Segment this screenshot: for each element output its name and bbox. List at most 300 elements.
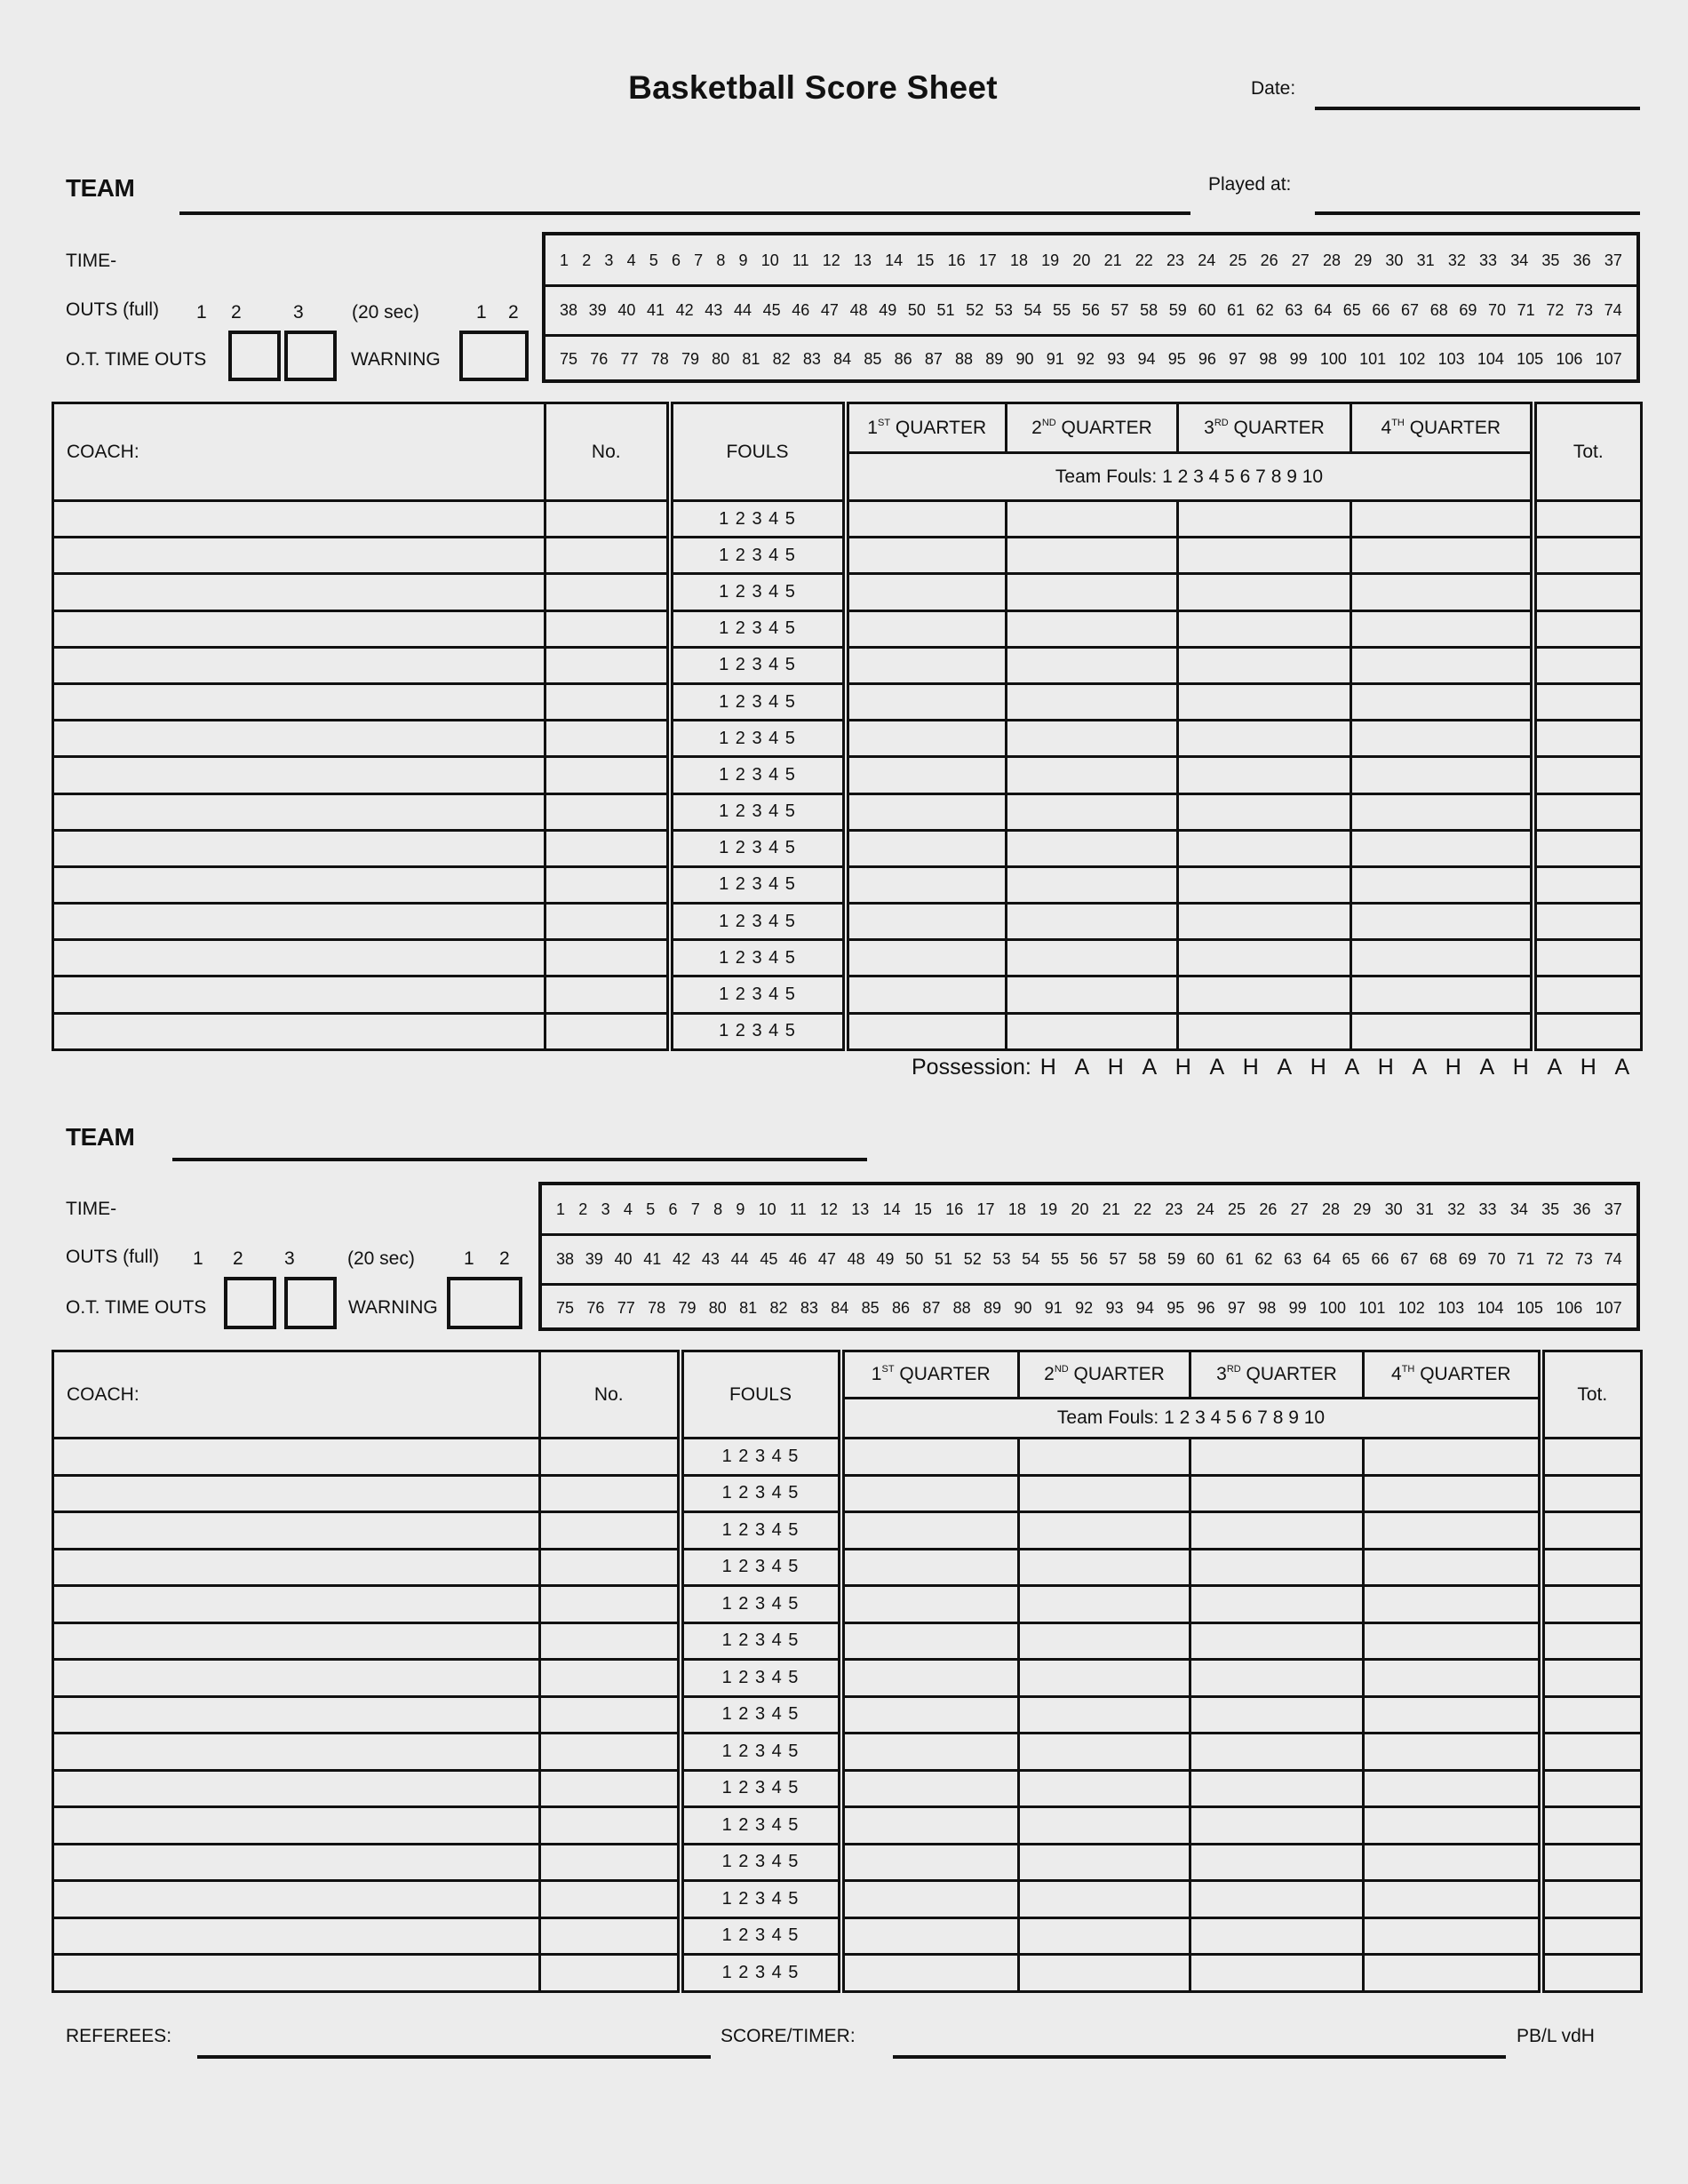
team-2-quarter-3-score-cell[interactable] xyxy=(1190,1475,1364,1512)
team-1-player-name-cell[interactable] xyxy=(53,574,545,610)
team-2-quarter-2-score-cell[interactable] xyxy=(1019,1770,1190,1807)
team-1-quarter-3-score-cell[interactable] xyxy=(1178,538,1351,574)
team-2-quarter-2-score-cell[interactable] xyxy=(1019,1881,1190,1918)
table-row xyxy=(53,1955,1642,1992)
team-1-total-score-cell[interactable] xyxy=(1533,976,1642,1013)
team-2-quarter-2-score-cell[interactable] xyxy=(1019,1622,1190,1660)
team-1-player-name-cell[interactable] xyxy=(53,757,545,793)
team-2-quarter-1-score-cell[interactable] xyxy=(841,1917,1019,1955)
team-1-total-score-cell[interactable] xyxy=(1533,501,1642,538)
team-1-quarter-4-score-cell[interactable] xyxy=(1351,501,1533,538)
team-2-total-score-cell[interactable] xyxy=(1541,1475,1642,1512)
team-1-player-fouls-cell[interactable]: 1 2 3 4 5 xyxy=(670,501,846,538)
team-2-quarter-4-score-cell[interactable] xyxy=(1364,1475,1541,1512)
team-1-player-number-cell[interactable] xyxy=(545,574,670,610)
referees-label: REFEREES: xyxy=(66,2026,172,2046)
table-row xyxy=(53,1439,1642,1476)
team-1-quarter-2-score-cell[interactable] xyxy=(1007,501,1178,538)
team-1-quarter-2-score-cell[interactable] xyxy=(1007,538,1178,574)
team-1-player-fouls-cell[interactable]: 1 2 3 4 5 xyxy=(670,610,846,647)
team-2-quarter-1-score-cell[interactable] xyxy=(841,1955,1019,1992)
team-1-quarter-3-score-cell[interactable] xyxy=(1178,830,1351,866)
team-1-fouls-header: FOULS xyxy=(670,403,846,501)
team-1-quarter-2-score-cell[interactable] xyxy=(1007,830,1178,866)
team-2-quarter-1-score-cell[interactable] xyxy=(841,1622,1019,1660)
team-2-outs-full-2: 2 xyxy=(233,1248,243,1269)
team-1-quarter-1-score-cell[interactable] xyxy=(846,647,1007,683)
team-1-player-number-cell[interactable] xyxy=(545,683,670,720)
team-2-total-score-cell[interactable] xyxy=(1541,1660,1642,1697)
team-1-quarter-4-score-cell[interactable] xyxy=(1351,683,1533,720)
team-1-quarter-3-score-cell[interactable] xyxy=(1178,647,1351,683)
team-1-quarter-4-score-cell[interactable] xyxy=(1351,904,1533,940)
team-2-quarter-2-score-cell[interactable] xyxy=(1019,1734,1190,1771)
team-2-player-fouls-cell[interactable]: 1 2 3 4 5 xyxy=(681,1844,841,1881)
team-1-quarter-2-score-cell[interactable] xyxy=(1007,904,1178,940)
team-2-total-score-cell[interactable] xyxy=(1541,1881,1642,1918)
team-2-player-fouls-cell[interactable]: 1 2 3 4 5 xyxy=(681,1734,841,1771)
team-2-player-fouls-cell[interactable]: 1 2 3 4 5 xyxy=(681,1770,841,1807)
team-1-player-fouls-cell[interactable]: 1 2 3 4 5 xyxy=(670,721,846,757)
team-1-player-name-cell[interactable] xyxy=(53,721,545,757)
table-row xyxy=(53,501,1642,538)
team-2-quarter-3-score-cell[interactable] xyxy=(1190,1660,1364,1697)
team-2-quarter-3-score-cell[interactable] xyxy=(1190,1881,1364,1918)
team-1-total-score-cell[interactable] xyxy=(1533,793,1642,830)
team-1-quarter-3-score-cell[interactable] xyxy=(1178,940,1351,976)
team-2-total-score-cell[interactable] xyxy=(1541,1807,1642,1845)
team-1-total-score-cell[interactable] xyxy=(1533,830,1642,866)
team-1-quarter-3-score-cell[interactable] xyxy=(1178,793,1351,830)
team-1-player-name-cell[interactable] xyxy=(53,904,545,940)
team-2-quarter-4-score-cell[interactable] xyxy=(1364,1844,1541,1881)
team-1-quarter-3-score-cell[interactable] xyxy=(1178,757,1351,793)
team-1-quarter-1-score-cell[interactable] xyxy=(846,976,1007,1013)
team-2-quarter-2-score-cell[interactable] xyxy=(1019,1475,1190,1512)
team-1-quarter-4-header: 4TH QUARTER xyxy=(1351,403,1533,453)
team-2-total-score-cell[interactable] xyxy=(1541,1734,1642,1771)
team-1-quarter-3-score-cell[interactable] xyxy=(1178,683,1351,720)
team-2-outs-20sec-1: 1 xyxy=(464,1248,474,1269)
team-1-total-score-cell[interactable] xyxy=(1533,683,1642,720)
team-2-player-number-cell[interactable] xyxy=(540,1622,681,1660)
team-1-player-name-cell[interactable] xyxy=(53,866,545,903)
team-1-player-fouls-cell[interactable]: 1 2 3 4 5 xyxy=(670,647,846,683)
team-1-player-name-cell[interactable] xyxy=(53,683,545,720)
team-1-quarter-4-score-cell[interactable] xyxy=(1351,610,1533,647)
team-1-quarter-3-score-cell[interactable] xyxy=(1178,721,1351,757)
team-2-quarter-2-score-cell[interactable] xyxy=(1019,1512,1190,1550)
team-2-quarter-2-score-cell[interactable] xyxy=(1019,1696,1190,1734)
team-1-quarter-4-score-cell[interactable] xyxy=(1351,647,1533,683)
team-1-player-name-cell[interactable] xyxy=(53,647,545,683)
team-1-quarter-4-score-cell[interactable] xyxy=(1351,757,1533,793)
team-1-total-score-cell[interactable] xyxy=(1533,610,1642,647)
team-1-quarter-4-score-cell[interactable] xyxy=(1351,830,1533,866)
team-2-ot-label: O.T. TIME OUTS xyxy=(66,1297,207,1318)
table-row xyxy=(53,1622,1642,1660)
team-2-outs-20sec-2: 2 xyxy=(499,1248,510,1269)
team-2-quarter-2-score-cell[interactable] xyxy=(1019,1955,1190,1992)
team-1-quarter-4-score-cell[interactable] xyxy=(1351,574,1533,610)
team-1-outs-20sec-2: 2 xyxy=(508,302,519,323)
team-2-name-field[interactable] xyxy=(172,1158,867,1161)
team-1-player-name-cell[interactable] xyxy=(53,538,545,574)
team-1-player-number-cell[interactable] xyxy=(545,1013,670,1049)
team-2-total-score-cell[interactable] xyxy=(1541,1549,1642,1586)
team-2-quarter-4-score-cell[interactable] xyxy=(1364,1660,1541,1697)
table-row xyxy=(53,1660,1642,1697)
team-1-player-number-cell[interactable] xyxy=(545,940,670,976)
team-1-quarter-2-header: 2ND QUARTER xyxy=(1007,403,1178,453)
team-2-player-name-cell[interactable] xyxy=(53,1622,540,1660)
team-2-quarter-3-score-cell[interactable] xyxy=(1190,1696,1364,1734)
team-2-player-name-cell[interactable] xyxy=(53,1881,540,1918)
team-2-total-score-cell[interactable] xyxy=(1541,1770,1642,1807)
team-1-player-number-cell[interactable] xyxy=(545,610,670,647)
team-2-quarter-1-score-cell[interactable] xyxy=(841,1770,1019,1807)
team-1-total-score-cell[interactable] xyxy=(1533,757,1642,793)
team-2-quarter-1-score-cell[interactable] xyxy=(841,1549,1019,1586)
team-1-player-name-cell[interactable] xyxy=(53,501,545,538)
team-1-quarter-1-score-cell[interactable] xyxy=(846,1013,1007,1049)
score-timer-field[interactable] xyxy=(893,2055,1506,2059)
team-1-quarter-2-score-cell[interactable] xyxy=(1007,574,1178,610)
team-2-player-name-cell[interactable] xyxy=(53,1734,540,1771)
team-1-quarter-2-score-cell[interactable] xyxy=(1007,721,1178,757)
team-1-quarter-4-score-cell[interactable] xyxy=(1351,538,1533,574)
team-1-quarter-3-score-cell[interactable] xyxy=(1178,610,1351,647)
team-2-quarter-2-score-cell[interactable] xyxy=(1019,1807,1190,1845)
team-2-player-fouls-cell[interactable]: 1 2 3 4 5 xyxy=(681,1955,841,1992)
team-2-player-number-cell[interactable] xyxy=(540,1475,681,1512)
team-1-tot-header: Tot. xyxy=(1533,403,1642,501)
team-1-quarter-3-score-cell[interactable] xyxy=(1178,904,1351,940)
team-2-player-number-cell[interactable] xyxy=(540,1770,681,1807)
team-2-quarter-3-score-cell[interactable] xyxy=(1190,1549,1364,1586)
table-row xyxy=(53,904,1642,940)
team-2-player-number-cell[interactable] xyxy=(540,1512,681,1550)
team-2-player-number-cell[interactable] xyxy=(540,1844,681,1881)
team-2-quarter-4-score-cell[interactable] xyxy=(1364,1512,1541,1550)
team-2-player-name-cell[interactable] xyxy=(53,1549,540,1586)
team-1-total-score-cell[interactable] xyxy=(1533,647,1642,683)
team-1-player-number-cell[interactable] xyxy=(545,830,670,866)
team-2-quarter-1-score-cell[interactable] xyxy=(841,1807,1019,1845)
team-1-quarter-4-score-cell[interactable] xyxy=(1351,940,1533,976)
team-2-no-header: No. xyxy=(540,1351,681,1439)
team-1-player-fouls-cell[interactable]: 1 2 3 4 5 xyxy=(670,904,846,940)
team-2-quarter-4-score-cell[interactable] xyxy=(1364,1881,1541,1918)
team-2-quarter-1-score-cell[interactable] xyxy=(841,1475,1019,1512)
team-2-quarter-2-score-cell[interactable] xyxy=(1019,1586,1190,1623)
team-1-player-fouls-cell[interactable]: 1 2 3 4 5 xyxy=(670,866,846,903)
team-1-player-fouls-cell[interactable]: 1 2 3 4 5 xyxy=(670,1013,846,1049)
team-1-quarter-2-score-cell[interactable] xyxy=(1007,793,1178,830)
team-2-player-number-cell[interactable] xyxy=(540,1734,681,1771)
team-1-name-field[interactable] xyxy=(179,211,1190,215)
team-2-total-score-cell[interactable] xyxy=(1541,1844,1642,1881)
table-row xyxy=(53,1807,1642,1845)
team-2-quarter-1-score-cell[interactable] xyxy=(841,1586,1019,1623)
team-2-total-score-cell[interactable] xyxy=(1541,1917,1642,1955)
date-field[interactable] xyxy=(1315,107,1640,110)
team-1-player-number-cell[interactable] xyxy=(545,793,670,830)
team-1-quarter-3-score-cell[interactable] xyxy=(1178,976,1351,1013)
team-2-quarter-4-score-cell[interactable] xyxy=(1364,1622,1541,1660)
team-1-total-score-cell[interactable] xyxy=(1533,721,1642,757)
team-2-quarter-4-score-cell[interactable] xyxy=(1364,1549,1541,1586)
team-2-quarter-3-score-cell[interactable] xyxy=(1190,1807,1364,1845)
team-1-player-number-cell[interactable] xyxy=(545,866,670,903)
team-2-tot-header: Tot. xyxy=(1541,1351,1642,1439)
team-2-total-score-cell[interactable] xyxy=(1541,1955,1642,1992)
team-1-quarter-1-score-cell[interactable] xyxy=(846,683,1007,720)
table-row xyxy=(53,1917,1642,1955)
team-2-quarter-3-score-cell[interactable] xyxy=(1190,1844,1364,1881)
team-2-player-name-cell[interactable] xyxy=(53,1439,540,1476)
team-2-player-number-cell[interactable] xyxy=(540,1660,681,1697)
team-2-player-fouls-cell[interactable]: 1 2 3 4 5 xyxy=(681,1439,841,1476)
team-1-player-name-cell[interactable] xyxy=(53,793,545,830)
team-1-quarter-2-score-cell[interactable] xyxy=(1007,866,1178,903)
team-2-time-row-2: 38 39 40 41 42 43 44 45 46 47 48 49 50 51 52 53 54 55 56 57 58 59 60 61 62 63 64 65 66 67 68 69 70 71 72 73 74 xyxy=(556,1250,1622,1268)
team-1-total-score-cell[interactable] xyxy=(1533,904,1642,940)
team-2-player-name-cell[interactable] xyxy=(53,1955,540,1992)
team-2-total-score-cell[interactable] xyxy=(1541,1622,1642,1660)
team-1-player-number-cell[interactable] xyxy=(545,647,670,683)
team-2-player-name-cell[interactable] xyxy=(53,1475,540,1512)
team-2-total-score-cell[interactable] xyxy=(1541,1696,1642,1734)
team-1-quarter-4-score-cell[interactable] xyxy=(1351,721,1533,757)
team-2-total-score-cell[interactable] xyxy=(1541,1586,1642,1623)
team-2-player-name-cell[interactable] xyxy=(53,1696,540,1734)
team-2-quarter-3-score-cell[interactable] xyxy=(1190,1770,1364,1807)
table-row xyxy=(53,830,1642,866)
team-2-quarter-4-score-cell[interactable] xyxy=(1364,1807,1541,1845)
team-2-player-fouls-cell[interactable]: 1 2 3 4 5 xyxy=(681,1586,841,1623)
team-2-player-fouls-cell[interactable]: 1 2 3 4 5 xyxy=(681,1549,841,1586)
table-row xyxy=(53,1770,1642,1807)
team-2-player-name-cell[interactable] xyxy=(53,1770,540,1807)
team-2-quarter-2-score-cell[interactable] xyxy=(1019,1549,1190,1586)
team-1-quarter-1-score-cell[interactable] xyxy=(846,940,1007,976)
team-2-player-number-cell[interactable] xyxy=(540,1586,681,1623)
referees-field[interactable] xyxy=(197,2055,711,2059)
team-2-quarter-4-score-cell[interactable] xyxy=(1364,1734,1541,1771)
team-1-quarter-4-score-cell[interactable] xyxy=(1351,1013,1533,1049)
team-1-total-score-cell[interactable] xyxy=(1533,538,1642,574)
team-2-time-row-3: 75 76 77 78 79 80 81 82 83 84 85 86 87 88 89 90 91 92 93 94 95 96 97 98 99 100 101 102 103 104 105 106 107 xyxy=(556,1298,1622,1317)
team-2-player-name-cell[interactable] xyxy=(53,1807,540,1845)
team-2-player-number-cell[interactable] xyxy=(540,1439,681,1476)
team-1-quarter-1-score-cell[interactable] xyxy=(846,574,1007,610)
team-1-player-fouls-cell[interactable]: 1 2 3 4 5 xyxy=(670,830,846,866)
team-1-player-fouls-cell[interactable]: 1 2 3 4 5 xyxy=(670,976,846,1013)
team-1-ot-label: O.T. TIME OUTS xyxy=(66,349,207,370)
team-1-player-name-cell[interactable] xyxy=(53,1013,545,1049)
team-2-quarter-1-score-cell[interactable] xyxy=(841,1696,1019,1734)
team-1-quarter-2-score-cell[interactable] xyxy=(1007,976,1178,1013)
team-2-time-row-1: 1 2 3 4 5 6 7 8 9 10 11 12 13 14 15 16 17 18 19 20 21 22 23 24 25 26 27 28 29 30 31 32 33 34 35 36 37 xyxy=(556,1200,1622,1218)
team-1-quarter-1-score-cell[interactable] xyxy=(846,757,1007,793)
team-1-outs-full-3: 3 xyxy=(293,302,304,323)
team-2-player-table xyxy=(52,1350,1643,1993)
team-2-quarter-1-score-cell[interactable] xyxy=(841,1844,1019,1881)
team-1-ot-box-1[interactable] xyxy=(228,331,281,381)
team-2-player-name-cell[interactable] xyxy=(53,1917,540,1955)
team-2-quarter-3-score-cell[interactable] xyxy=(1190,1622,1364,1660)
team-2-player-fouls-cell[interactable]: 1 2 3 4 5 xyxy=(681,1660,841,1697)
table-row xyxy=(53,1586,1642,1623)
table-row xyxy=(53,1512,1642,1550)
team-1-quarter-4-score-cell[interactable] xyxy=(1351,866,1533,903)
team-2-quarter-3-score-cell[interactable] xyxy=(1190,1512,1364,1550)
team-2-player-name-cell[interactable] xyxy=(53,1844,540,1881)
table-row xyxy=(53,866,1642,903)
team-1-total-score-cell[interactable] xyxy=(1533,1013,1642,1049)
table-row xyxy=(53,574,1642,610)
team-2-quarter-4-header: 4TH QUARTER xyxy=(1364,1351,1541,1399)
team-1-player-number-cell[interactable] xyxy=(545,501,670,538)
team-2-player-number-cell[interactable] xyxy=(540,1696,681,1734)
team-1-quarter-3-header: 3RD QUARTER xyxy=(1178,403,1351,453)
team-2-player-fouls-cell[interactable]: 1 2 3 4 5 xyxy=(681,1917,841,1955)
team-2-player-name-cell[interactable] xyxy=(53,1586,540,1623)
team-1-quarter-4-score-cell[interactable] xyxy=(1351,793,1533,830)
team-2-quarter-3-score-cell[interactable] xyxy=(1190,1439,1364,1476)
team-1-player-name-cell[interactable] xyxy=(53,940,545,976)
team-1-quarter-1-score-cell[interactable] xyxy=(846,866,1007,903)
team-1-time-grid xyxy=(542,232,1640,383)
team-2-quarter-4-score-cell[interactable] xyxy=(1364,1770,1541,1807)
team-1-quarter-3-score-cell[interactable] xyxy=(1178,501,1351,538)
team-2-player-fouls-cell[interactable]: 1 2 3 4 5 xyxy=(681,1622,841,1660)
table-row xyxy=(53,721,1642,757)
team-2-outs-full-1: 1 xyxy=(193,1248,203,1269)
team-1-quarter-2-score-cell[interactable] xyxy=(1007,647,1178,683)
team-1-quarter-2-score-cell[interactable] xyxy=(1007,610,1178,647)
team-1-quarter-1-score-cell[interactable] xyxy=(846,793,1007,830)
team-1-player-fouls-cell[interactable]: 1 2 3 4 5 xyxy=(670,757,846,793)
team-1-player-fouls-cell[interactable]: 1 2 3 4 5 xyxy=(670,793,846,830)
table-row xyxy=(53,1881,1642,1918)
team-1-quarter-1-score-cell[interactable] xyxy=(846,501,1007,538)
team-1-player-number-cell[interactable] xyxy=(545,904,670,940)
team-2-quarter-1-score-cell[interactable] xyxy=(841,1512,1019,1550)
team-2-quarter-2-score-cell[interactable] xyxy=(1019,1917,1190,1955)
team-1-quarter-2-score-cell[interactable] xyxy=(1007,683,1178,720)
team-2-fouls-header: FOULS xyxy=(681,1351,841,1439)
team-2-quarter-3-score-cell[interactable] xyxy=(1190,1955,1364,1992)
team-2-quarter-2-score-cell[interactable] xyxy=(1019,1660,1190,1697)
team-1-quarter-3-score-cell[interactable] xyxy=(1178,866,1351,903)
team-2-quarter-4-score-cell[interactable] xyxy=(1364,1917,1541,1955)
team-2-player-fouls-cell[interactable]: 1 2 3 4 5 xyxy=(681,1512,841,1550)
team-2-player-fouls-cell[interactable]: 1 2 3 4 5 xyxy=(681,1475,841,1512)
team-1-player-number-cell[interactable] xyxy=(545,757,670,793)
team-2-player-number-cell[interactable] xyxy=(540,1549,681,1586)
team-2-total-score-cell[interactable] xyxy=(1541,1512,1642,1550)
team-1-label: TEAM xyxy=(66,174,135,202)
team-2-quarter-1-score-cell[interactable] xyxy=(841,1734,1019,1771)
team-2-player-fouls-cell[interactable]: 1 2 3 4 5 xyxy=(681,1696,841,1734)
team-1-quarter-2-score-cell[interactable] xyxy=(1007,757,1178,793)
team-1-quarter-1-score-cell[interactable] xyxy=(846,610,1007,647)
team-2-player-number-cell[interactable] xyxy=(540,1917,681,1955)
team-2-player-fouls-cell[interactable]: 1 2 3 4 5 xyxy=(681,1807,841,1845)
team-2-quarter-3-score-cell[interactable] xyxy=(1190,1734,1364,1771)
team-2-ot-box-1[interactable] xyxy=(224,1277,276,1329)
team-1-player-name-cell[interactable] xyxy=(53,830,545,866)
team-1-total-score-cell[interactable] xyxy=(1533,574,1642,610)
team-2-quarter-4-score-cell[interactable] xyxy=(1364,1696,1541,1734)
table-row xyxy=(53,1696,1642,1734)
team-2-player-name-cell[interactable] xyxy=(53,1660,540,1697)
table-row xyxy=(53,793,1642,830)
team-1-player-number-cell[interactable] xyxy=(545,538,670,574)
team-2-quarter-4-score-cell[interactable] xyxy=(1364,1586,1541,1623)
team-1-player-fouls-cell[interactable]: 1 2 3 4 5 xyxy=(670,538,846,574)
team-1-player-fouls-cell[interactable]: 1 2 3 4 5 xyxy=(670,683,846,720)
team-1-player-name-cell[interactable] xyxy=(53,610,545,647)
team-1-player-number-cell[interactable] xyxy=(545,976,670,1013)
team-1-quarter-1-score-cell[interactable] xyxy=(846,721,1007,757)
team-1-total-score-cell[interactable] xyxy=(1533,866,1642,903)
team-1-quarter-3-score-cell[interactable] xyxy=(1178,1013,1351,1049)
team-1-ot-box-2[interactable] xyxy=(284,331,337,381)
team-1-quarter-4-score-cell[interactable] xyxy=(1351,976,1533,1013)
team-1-player-fouls-cell[interactable]: 1 2 3 4 5 xyxy=(670,940,846,976)
team-2-quarter-1-score-cell[interactable] xyxy=(841,1660,1019,1697)
played-at-field[interactable] xyxy=(1315,211,1640,215)
team-2-quarter-1-score-cell[interactable] xyxy=(841,1881,1019,1918)
team-2-warning-box[interactable] xyxy=(447,1277,522,1329)
team-2-player-fouls-cell[interactable]: 1 2 3 4 5 xyxy=(681,1881,841,1918)
team-1-quarter-1-score-cell[interactable] xyxy=(846,830,1007,866)
team-1-player-name-cell[interactable] xyxy=(53,976,545,1013)
team-1-outs-full-1: 1 xyxy=(196,302,207,323)
team-2-quarter-2-score-cell[interactable] xyxy=(1019,1844,1190,1881)
page-title: Basketball Score Sheet xyxy=(628,69,998,106)
team-2-quarter-4-score-cell[interactable] xyxy=(1364,1439,1541,1476)
team-2-quarter-3-score-cell[interactable] xyxy=(1190,1917,1364,1955)
team-2-player-number-cell[interactable] xyxy=(540,1955,681,1992)
team-2-quarter-1-score-cell[interactable] xyxy=(841,1439,1019,1476)
team-1-team-fouls: Team Fouls: 1 2 3 4 5 6 7 8 9 10 xyxy=(846,453,1533,501)
team-1-quarter-2-score-cell[interactable] xyxy=(1007,940,1178,976)
team-1-quarter-2-score-cell[interactable] xyxy=(1007,1013,1178,1049)
table-row xyxy=(53,1475,1642,1512)
team-1-quarter-3-score-cell[interactable] xyxy=(1178,574,1351,610)
team-2-ot-box-2[interactable] xyxy=(284,1277,337,1329)
team-2-total-score-cell[interactable] xyxy=(1541,1439,1642,1476)
team-2-quarter-4-score-cell[interactable] xyxy=(1364,1955,1541,1992)
team-1-player-fouls-cell[interactable]: 1 2 3 4 5 xyxy=(670,574,846,610)
table-row xyxy=(53,538,1642,574)
team-2-player-number-cell[interactable] xyxy=(540,1881,681,1918)
team-1-quarter-1-score-cell[interactable] xyxy=(846,904,1007,940)
team-1-warning-box[interactable] xyxy=(459,331,529,381)
team-2-quarter-3-score-cell[interactable] xyxy=(1190,1586,1364,1623)
team-1-total-score-cell[interactable] xyxy=(1533,940,1642,976)
team-2-player-number-cell[interactable] xyxy=(540,1807,681,1845)
team-1-quarter-1-score-cell[interactable] xyxy=(846,538,1007,574)
team-2-player-name-cell[interactable] xyxy=(53,1512,540,1550)
team-2-quarter-2-score-cell[interactable] xyxy=(1019,1439,1190,1476)
team-2-label: TEAM xyxy=(66,1123,135,1151)
team-1-player-number-cell[interactable] xyxy=(545,721,670,757)
